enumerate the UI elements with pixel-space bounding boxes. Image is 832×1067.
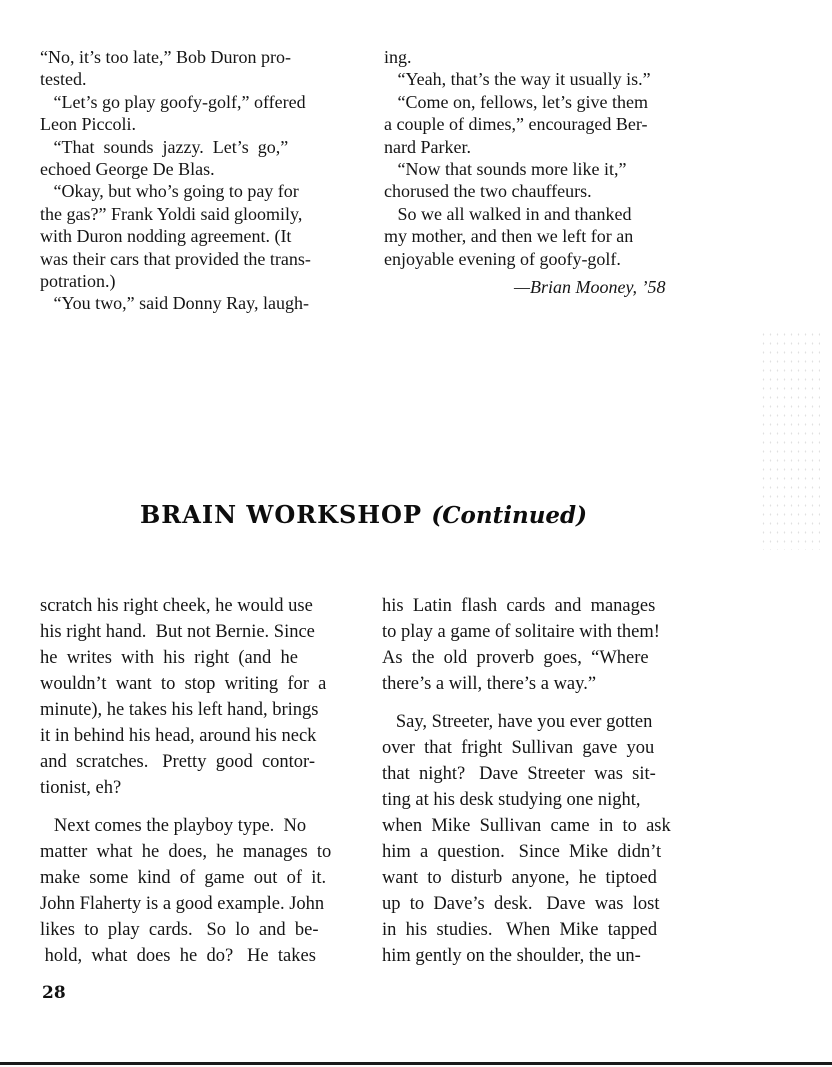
- page-number: 28: [42, 983, 66, 1003]
- article-line: it in behind his head, around his neck: [40, 726, 317, 746]
- article-line: his Latin flash cards and manages: [382, 596, 656, 616]
- article-line: want to disturb anyone, he tiptoed: [382, 868, 657, 888]
- article-line: that night? Dave Streeter was sit-: [382, 764, 656, 784]
- article-line: there’s a will, there’s a way.”: [382, 674, 597, 694]
- story-right-column: [384, 46, 709, 298]
- section-title: BRAIN WORKSHOP: [140, 500, 422, 529]
- section-heading: [140, 500, 640, 529]
- story-line: “Okay, but who’s going to pay for: [40, 181, 299, 202]
- story-line: “No, it’s too late,” Bob Duron pro-: [40, 47, 291, 67]
- story-line: enjoyable evening of goofy-golf.: [384, 248, 621, 269]
- article-line: tionist, eh?: [40, 778, 122, 798]
- article-line: Say, Streeter, have you ever gotten: [382, 712, 653, 732]
- story-left-column: [40, 46, 370, 315]
- article-line: John Flaherty is a good example. John: [40, 894, 325, 914]
- article-line: him gently on the shoulder, the un-: [382, 946, 641, 966]
- paragraph-gap: [382, 697, 712, 709]
- article-line: likes to play cards. So lo and be-: [40, 920, 319, 940]
- story-line: the gas?” Frank Yoldi said gloomily,: [40, 203, 303, 224]
- story-line: “You two,” said Donny Ray, laugh-: [40, 293, 309, 314]
- story-line: “That sounds jazzy. Let’s go,”: [40, 136, 289, 157]
- article-line: minute), he takes his left hand, brings: [40, 700, 319, 720]
- article-line: wouldn’t want to stop writing for a: [40, 674, 327, 694]
- article-line: Next comes the playboy type. No: [40, 816, 307, 836]
- article-line: in his studies. When Mike tapped: [382, 920, 658, 940]
- article-line: his right hand. But not Bernie. Since: [40, 622, 315, 642]
- article-line: hold, what does he do? He takes: [40, 946, 316, 966]
- article-line: matter what he does, he manages to: [40, 842, 332, 862]
- story-line: a couple of dimes,” encouraged Ber-: [384, 114, 648, 135]
- story-line: tested.: [40, 69, 87, 90]
- article-right-column: [382, 593, 712, 969]
- story-line: was their cars that provided the trans-: [40, 248, 311, 269]
- article-line: over that fright Sullivan gave you: [382, 738, 655, 758]
- story-line: with Duron nodding agreement. (It: [40, 226, 292, 247]
- story-line: chorused the two chauffeurs.: [384, 181, 592, 202]
- story-line: “Now that sounds more like it,”: [384, 159, 627, 180]
- article-line: to play a game of solitaire with them!: [382, 622, 660, 642]
- story-line: nard Parker.: [384, 136, 471, 157]
- page-bottom-rule: [0, 1062, 832, 1065]
- article-line: ting at his desk studying one night,: [382, 790, 641, 810]
- story-line: ing.: [384, 47, 412, 67]
- story-line: “Yeah, that’s the way it usually is.”: [384, 69, 651, 90]
- article-line: make some kind of game out of it.: [40, 868, 327, 888]
- article-line: scratch his right cheek, he would use: [40, 596, 313, 616]
- story-line: “Let’s go play goofy-golf,” offered: [40, 91, 306, 112]
- article-left-column: [40, 593, 370, 969]
- story-signature: —Brian Mooney, ’58: [514, 277, 666, 298]
- article-line: As the old proverb goes, “Where: [382, 648, 649, 668]
- story-line: my mother, and then we left for an: [384, 226, 634, 247]
- article-line: when Mike Sullivan came in to ask: [382, 816, 671, 836]
- story-line: “Come on, fellows, let’s give them: [384, 91, 648, 112]
- scan-speckle: [760, 330, 820, 550]
- section-continued-label: (Continued): [431, 502, 588, 529]
- story-line: potration.): [40, 271, 116, 292]
- article-line: and scratches. Pretty good contor-: [40, 752, 315, 772]
- article-line: he writes with his right (and he: [40, 648, 298, 668]
- paragraph-gap: [40, 801, 370, 813]
- story-line: So we all walked in and thanked: [384, 203, 632, 224]
- story-line: Leon Piccoli.: [40, 114, 136, 135]
- article-line: up to Dave’s desk. Dave was lost: [382, 894, 660, 914]
- story-line: echoed George De Blas.: [40, 159, 215, 180]
- article-line: him a question. Since Mike didn’t: [382, 842, 662, 862]
